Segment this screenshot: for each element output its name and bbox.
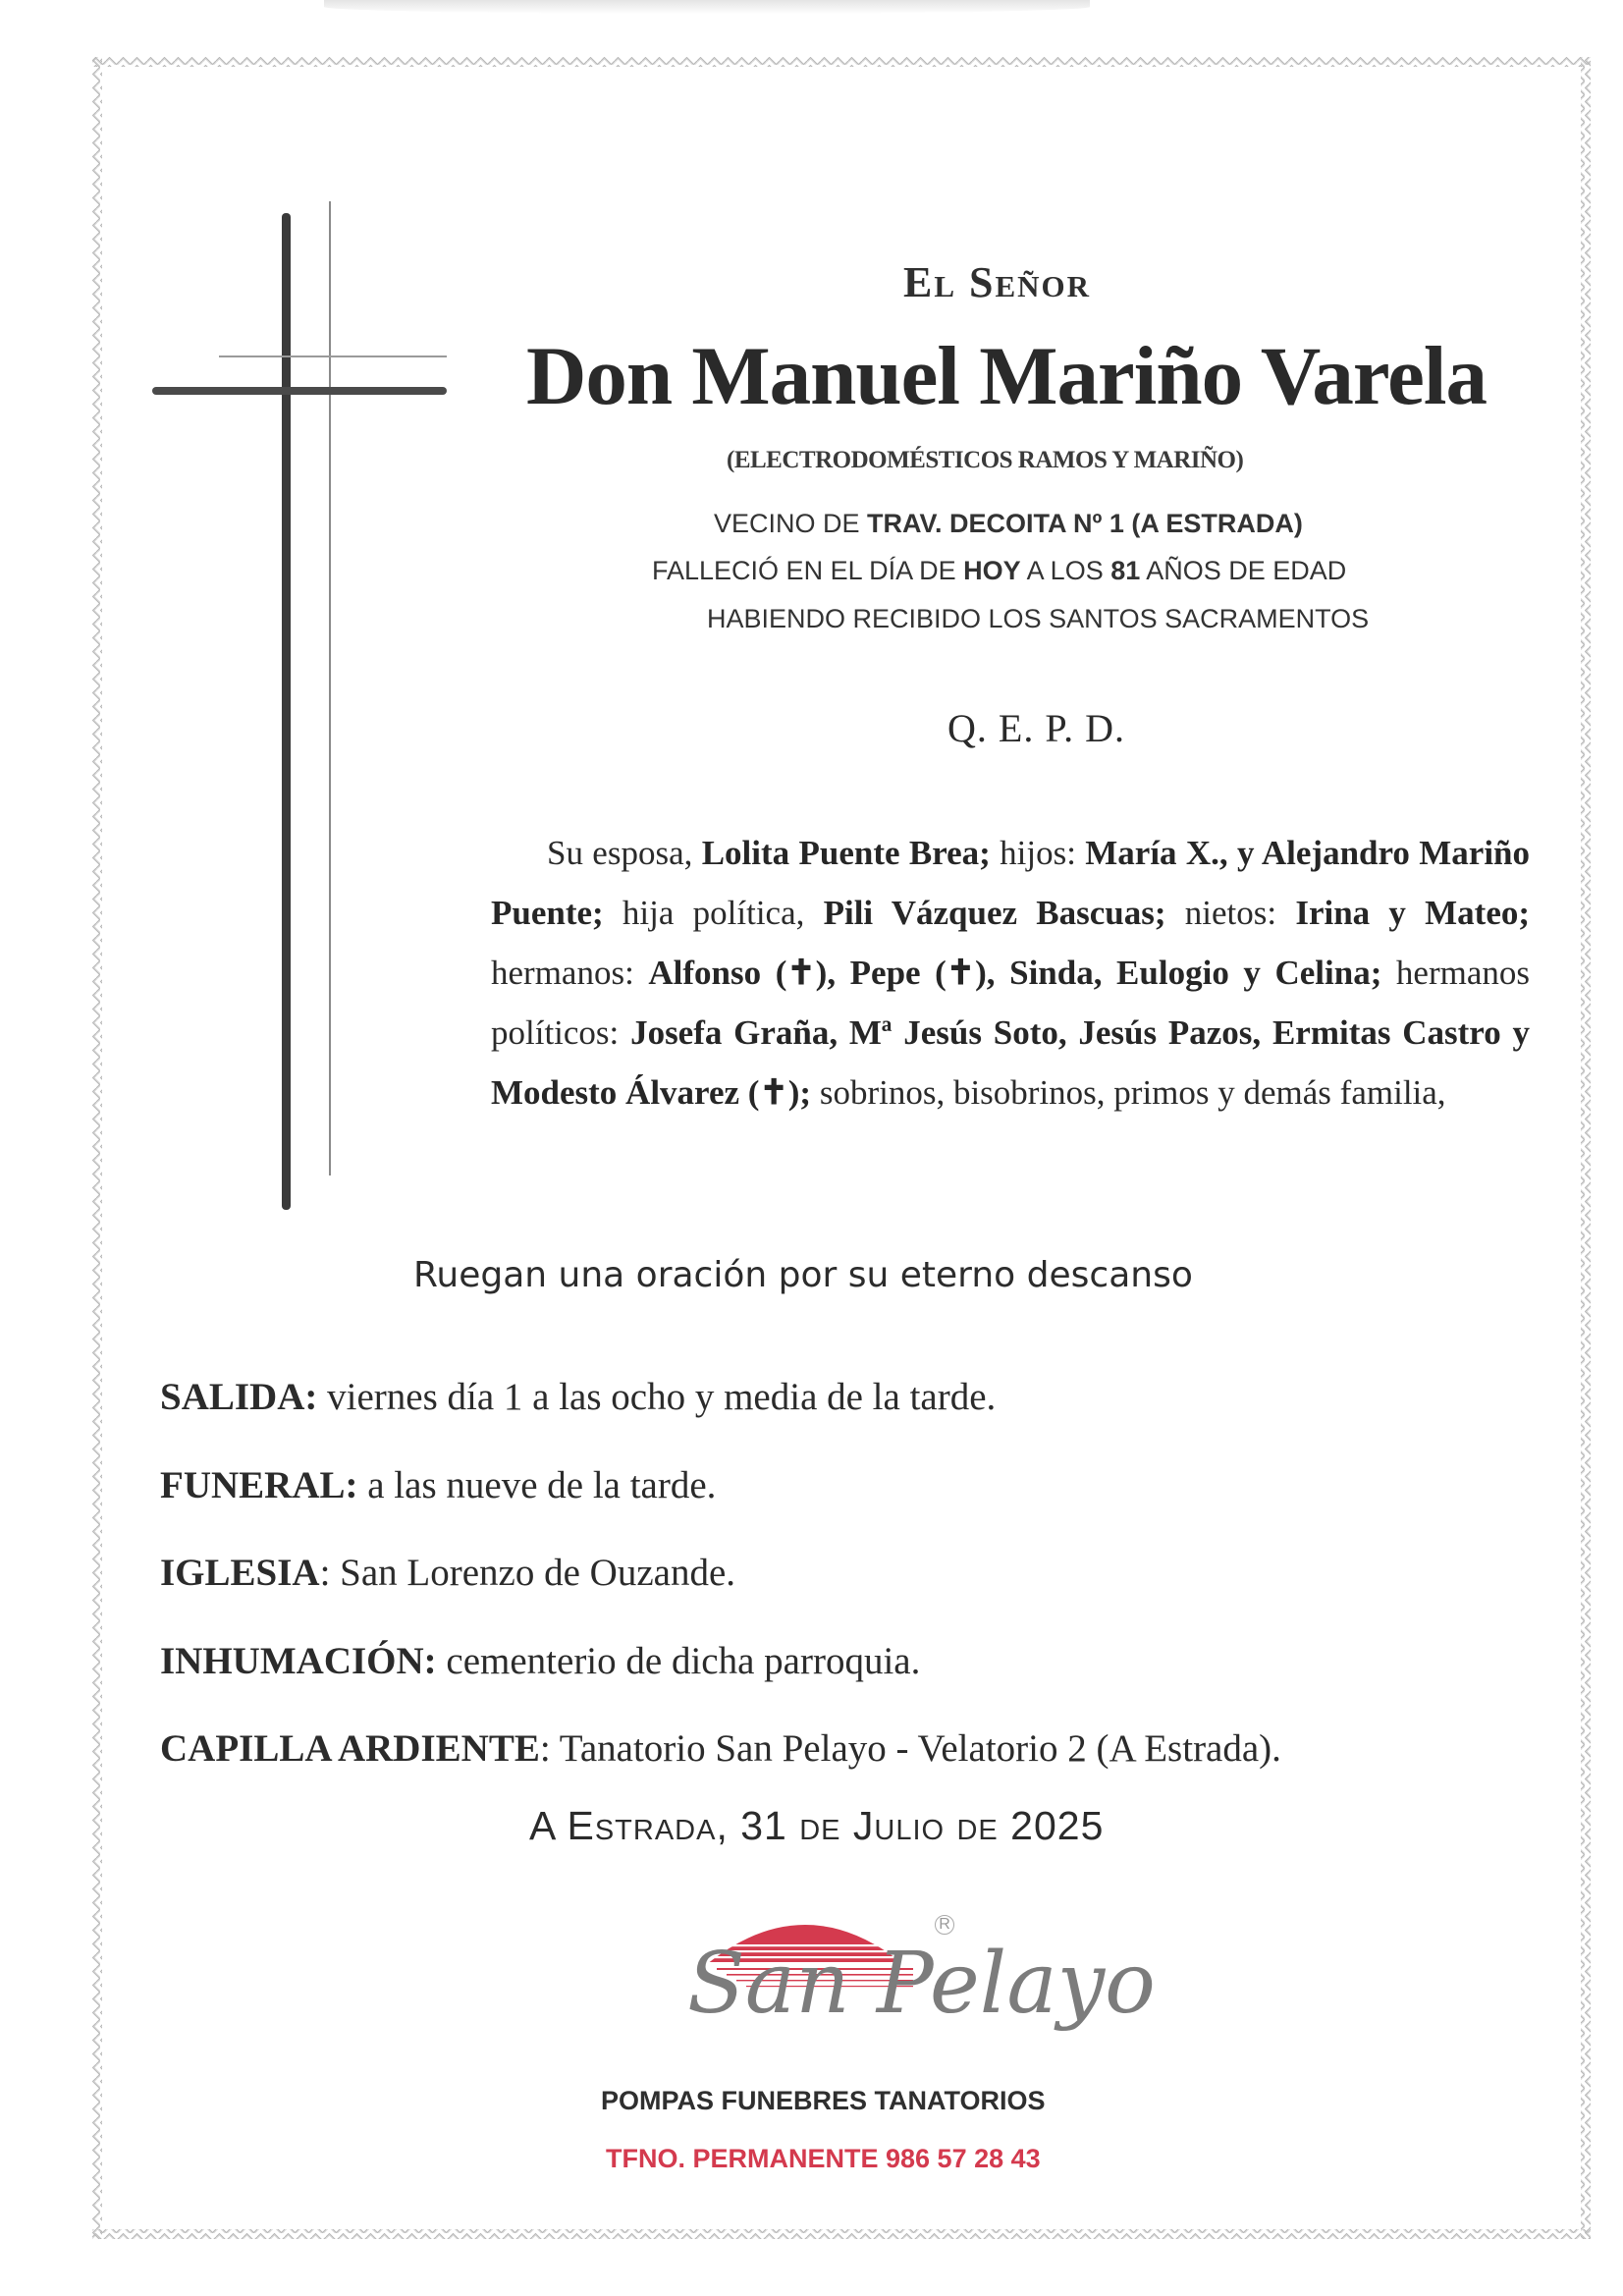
honorific-title: El Señor	[903, 258, 1092, 306]
deceased-name: Don Manuel Mariño Varela	[526, 330, 1487, 422]
registered-mark-icon: R	[935, 1915, 954, 1935]
logo-wordmark: San Pelayo	[687, 1935, 1156, 2033]
san-pelayo-logo	[668, 1895, 1156, 2082]
sacraments-line: HABIENDO RECIBIDO LOS SANTOS SACRAMENTOS	[707, 604, 1370, 633]
phone-line: TFNO. PERMANENTE 986 57 28 43	[606, 2144, 1041, 2173]
detail-iglesia: IGLESIA: San Lorenzo de Ouzande.	[160, 1552, 735, 1594]
detail-inhumacion: INHUMACIÓN: cementerio de dicha parroquia.	[160, 1640, 921, 1682]
family-paragraph: Su esposa, Lolita Puente Brea; hijos: María X., y Alejandro Mariño Puente; hija política, Pili Vázquez Bascuas; nietos: Irina y Mateo; hermanos: Alfonso (✝), Pepe (✝), Sinda, Eulogio y Celina; hermanos políticos: Josefa Graña, Mª Jesús Soto, Jesús Pazos, Ermitas Castro y Modesto Álvarez (✝); sobrinos, bisobrinos, primos y demás familia,	[491, 834, 1531, 1112]
death-line: FALLECIÓ EN EL DÍA DE HOY A LOS 81 AÑOS DE EDAD	[652, 556, 1347, 585]
qepd: Q. E. P. D.	[947, 706, 1126, 750]
detail-capilla: CAPILLA ARDIENTE: Tanatorio San Pelayo - Velatorio 2 (A Estrada).	[160, 1727, 1281, 1770]
detail-salida: SALIDA: viernes día 1 a las ocho y media de la tarde.	[160, 1376, 997, 1418]
company-name: (ELECTRODOMÉSTICOS RAMOS Y MARIÑO)	[727, 447, 1244, 473]
date-line: A Estrada, 31 de Julio de 2025	[529, 1803, 1105, 1848]
cross-icon	[152, 201, 452, 1213]
services-label: POMPAS FUNEBRES TANATORIOS	[601, 2086, 1046, 2115]
prayer-line: Ruegan una oración por su eterno descanso	[413, 1255, 1193, 1295]
scan-shadow	[324, 0, 1090, 14]
address-line: VECINO DE TRAV. DECOITA Nº 1 (A ESTRADA)	[714, 509, 1303, 538]
detail-funeral: FUNERAL: a las nueve de la tarde.	[160, 1464, 717, 1506]
